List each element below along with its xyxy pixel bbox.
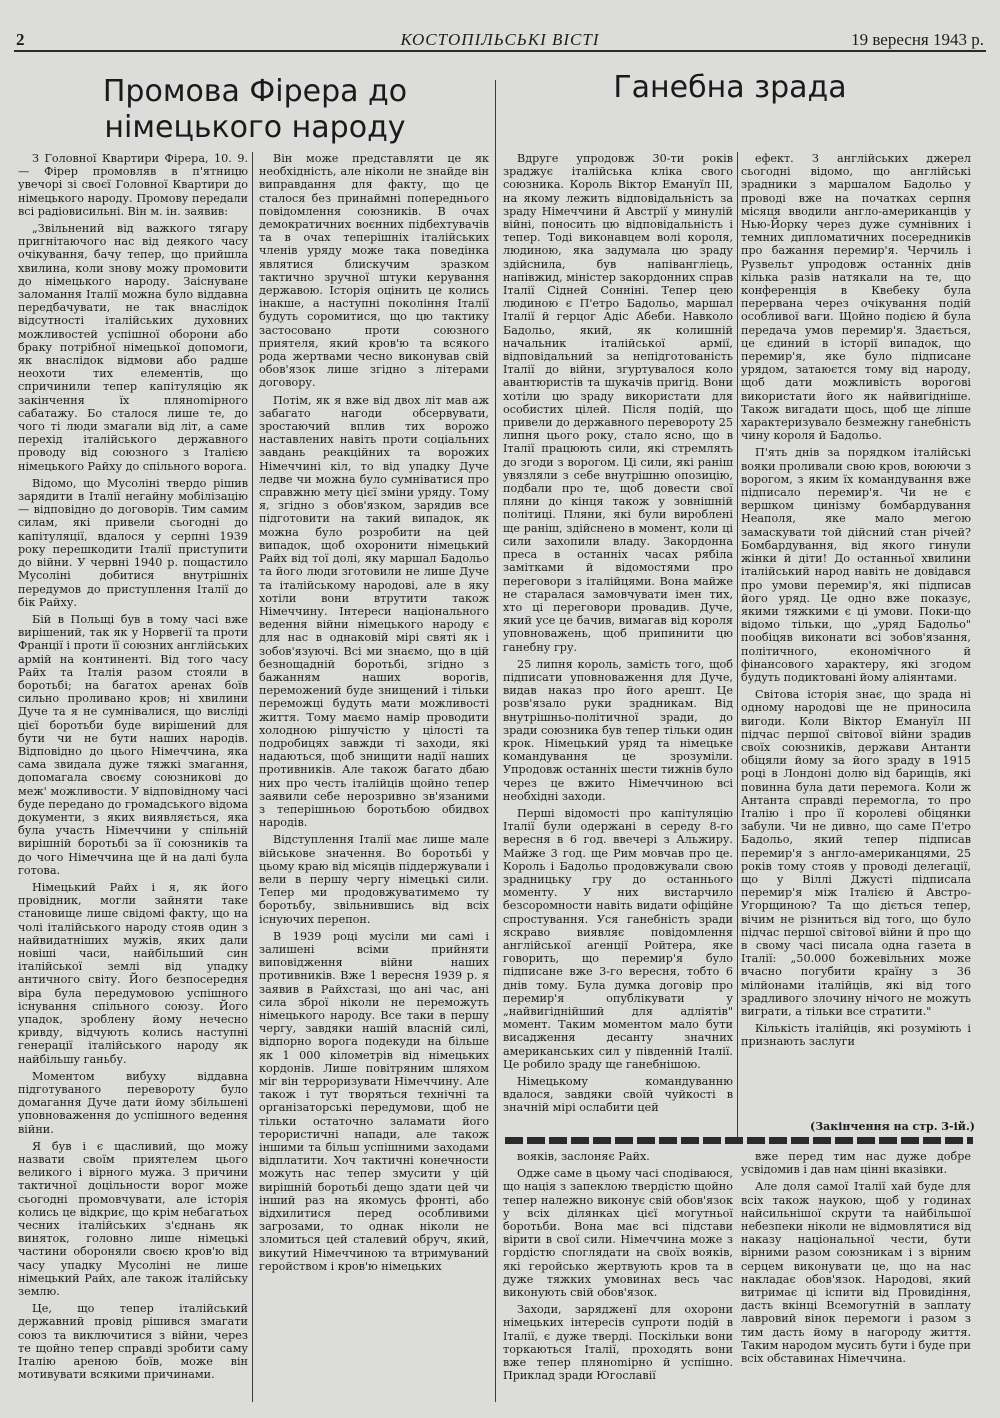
paragraph: Перші відомості про капітуляцію Італії були одержані в середу 8-го вересня в 6 год. ввечері з Альжиру. Майже 3 год. ще Рим мовчав про це. Король і Бадольо продовжували свою зрадницьку гру до останнього моменту. У них вистарчило безсоромности навіть видати офіційне спростування. Уся ганебність зради яскраво виявляє повідомлення англійської агенції Ройтера, яке говорить, що перемир'я було підписане вже 3-го вересня, тобто 6 днів тому. Була думка договір про перемир'я опублікувати у „найвигіднійший для адліятів" момент. Таким моментом мало бути висадження десанту значних американських сил у південній Італії. Це робило зраду ще ганебнішою.: [503, 806, 733, 1071]
article1-headline-line1: Промова Фірера до: [102, 74, 408, 109]
column-divider: [252, 152, 253, 1402]
paragraph: вже перед тим нас дуже добре усвідомив і дав нам цінні вказівки.: [741, 1150, 971, 1177]
article1-continuation-column1: [503, 1150, 733, 1398]
article1-headline: [60, 74, 450, 146]
paragraph: ефект. З англійських джерел сьогодні відомо, що англійські зрадники з маршалом Бадольо у проводі вже на початках серпня місяця вводили англо-американців у Нью-Йорку через дуже сумнівних і темних дипломатичних посередників про бажання перемир'я. Черчиль і Рузвельт упродовж останніх днів кілька разів натякали на те, що конференція в Квебеку була перервана через очікування подій особливої ваги. Щойно подією й була передача умов перемир'я. Здається, це єдиний в історії випадок, що перемир'я, яке було підписане урядом, затаюєтся тому від народу, щоб дати можливість ворогові використати його як найвигідніше. Також вигадати щось, щоб ще ліпше характеризувало безмежну ганебність чину короля й Бадольо.: [741, 152, 971, 443]
paragraph: В 1939 році мусіли ми самі і залишені всіми прийняти виповідження війни наших противників. Вже 1 вересня 1939 р. я заявив в Райхстазі, що ані час, ані сила зброї ніколи не переможуть німецького народу. Все таки в першу чергу, завдяки нашій власній силі, відпорно ворога подекуди на більше як 1 000 кілометрів від німецьких кордонів. Лише повітряним шляхом міг він терроризувати Німеччину. Але також і тут творяться технічні та організаторські передумови, щоб не тільки остаточно заламати його терористичні напади, але також іншими та більш успішними заходами відплатити. Хоч тактичні конечности можуть нас тепер змусити у цій вирішній боротьбі дещо здати цей чи інший раз на якомусь фронті, або відхилитися перед особливими загрозами, то однак ніколи не зломиться цей сталевий обруч, який, викутий Німеччиною та втримуваний геройством і кров'ю німецьких: [259, 929, 489, 1273]
article1-column1: [18, 152, 248, 1404]
paragraph: Світова історія знає, що зрада ні одному народові ще не приносила вигоди. Коли Віктор Емануїл III підчас першої світової війни зрадив своїх союзників, держави Антанти обіцяли йому за його зраду в 1915 році в Лондоні долю від барищів, які повинна була дати перемога. Коли ж Антанта справді перемогла, то про Італію і про її королеві обіцянки забули. Чи не дивно, що саме П'етро Бадольо, який тепер підписав перемир'я з англо-американцями, 25 років тому стояв у проводі делегації, що у Віллі Джусті підписала перемир'я між Італією й Австро-Угорщиною? Та що діється тепер, вічим не різниться від того, що було підчас першої світової війни й про що в свому часі писала одна газета в Італії: „50.000 божевільних може вчасно погубити країну з 36 мілйонами італійців, які від того зрадливого злочину нічого не можуть виграти, а тільки все стратити.": [741, 688, 971, 1018]
article1-headline-line2: німецького народу: [104, 110, 406, 145]
paragraph: Моментом вибуху віддавна підготуваного перевороту було домагання Дуче дати йому збільшені уповноваження до успішного ведення війни.: [18, 1069, 248, 1136]
paragraph: Одже саме в цьому часі сподіваюся, що нація з запеклою твердістю щойно тепер належно виконує свій обов'язок у всіх ділянках цієї могутньої боротьби. Вона має всі підстави вірити в свої сили. Німеччина може з гордістю споглядати на своїх вояків, які геройсько жертвують кров та в дуже тяжких умовинах весь час виконують свій обов'язок.: [503, 1167, 733, 1300]
paragraph: Кількість італійців, які розуміють і признають заслуги: [741, 1022, 971, 1049]
article1-continuation-column2: [741, 1150, 971, 1398]
section-separator: [505, 1137, 973, 1144]
paragraph: Вдруге упродовж 30-ти років зраджує італійська кліка свого союзника. Король Віктор Емануїл III, на якому лежить відповідальність за зраду Німеччини й Австрії у минулій війні, поносить цю відповідальність і тепер. Тоді виконавцем волі короля, людиною, яка задумала цю зраду здійснила, був напівангліець, напівжид, міністер закордонних справ Італії Сідней Соннінi. Тепер цею людиною є П'етро Бадольо, маршал Італії й герцог Адіс Абеби. Навколо Бадольо, який, як колишній начальник італійської армії, відповідальний за непідготованість Італії до війни, згуртувалося коло авантюристів та шукачів пригід. Вони хотіли цю зраду використати для особистих цілей. Після подій, що привели до державного перевороту 25 липня цього року, стало ясно, що в Італії працюють сили, які стремлять до згоди з ворогом. Ці сили, які раніш увязляли з себе внутрішню опозицію, подбали про те, щоб довести свої пляни до кінця також у зовнішній політиці. Пляни, які були вироблені ще раніш, здійснено в момент, коли ці сили захопили владу. Закордонна преса в останніх часах рябіла замітками й відомостями про переговори з італійцями. Вона майже не старалася замовчувати імен тих, хто ці переговори провадив. Дуче, який усе це бачив, вимагав від короля уповноважень, щоб припинити цю ганебну гру.: [503, 152, 733, 654]
paragraph: Це, що тепер італійський державний провід рішився змагати союз та виключитися з війни, через те щойно тепер справді зробити саму Італію ареною боїв, може він мотивувати всякими причинами.: [18, 1302, 248, 1382]
column-divider: [737, 152, 738, 1142]
page-number: 2: [16, 30, 25, 49]
paragraph: Він може представляти це як необхідність, але ніколи не знайде він виправдання для факту, що це сталося без принаймні попереднього повідомлення союзників. В очах демократичних воєнних підбехтувачів та в очах теперішніх італійських членів уряду може така поведінка являтися блискучим зразком тактично зручної штуки керування державою. Історія оцінить це колись інакше, а наступні покоління Італії будуть соромитися, що цю тактику застосовано проти союзного приятеля, який кров'ю та всякого рода жертвами чесно виконував свій обов'язок лише згідно з літерами договору.: [259, 152, 489, 390]
continued-note: (Закінчення на стр. 3-ій.): [809, 1120, 975, 1133]
paragraph: Заходи, зарядженї для охорони німецьких інтересів супроти подій в Італії, є дуже тверді. Поскільки вони торкаються Італії, проходять вони вже тепер плянomірно й успішно. Приклад зради Югославії: [503, 1303, 733, 1383]
paragraph: Я був і є щасливий, що можу назвати своїм приятелем цього великого і вірного мужа. З причини тактичної доцільности ворог може сьогодні промовчувати, але історія колись це відкриє, що крім небагатьох чесних італійських з'єднань як виняток, головно лише німецькі частини обороняли своєю кров'ю від часу упадку Мусоліні не лише німецький Райх, але також італійську землю.: [18, 1139, 248, 1299]
paragraph: Але доля самої Італії хай буде для всіх також наукою, щоб у годинах найсильнішої скрути та найбільшої небезпеки ніколи не відмовлятися від наказу національної чести, бути вірними разом союзникам і з вірним серцем виконувати це, що на нас накладає обов'язок. Народові, який витримає ці іспити від Провидіння, дасть вкінці Всемогутній в заплату лавровий вінок перемоги і разом з тим дасть йому в нагороду життя. Таким народом мусить бути і буде при всіх обставинах Німеччина.: [741, 1180, 971, 1366]
article2-headline: Ганебна зрада: [613, 70, 847, 105]
paragraph: Відомо, що Мусоліні твердо рішив зарядити в Італії негайну мобілізацію — відповідно до договорів. Тим самим силам, які привели сьогодні до капітуляції, вдалося у серпні 1939 року перешкодити Італії приступити до війни. У червні 1940 р. пощастило Мусоліні добитися внутрішніх передумов до приступлення Італії до бік Райху.: [18, 476, 248, 609]
paragraph: З Головної Квартири Фірера, 10. 9. — Фірер промовляв в п'ятницю увечорі зі своєї Головної Квартири до німецького народу. Промову передали всі радіовисильні. Він м. ін. заявив:: [18, 152, 248, 218]
article2-column2: [741, 152, 971, 1137]
article1-column2: [259, 152, 489, 1400]
paragraph: 25 липня король, замість того, щоб підписати уповноваження для Дуче, видав наказ про його арешт. Це розв'язало руки зрадникам. Від внутрішньо-політичної зради, до зради союзника був тепер тільки один крок. Німецький уряд та німецьке командування це зрозуміли. Упродовж останніх шести тижнів було через це вжито Німеччиною всі необхідні заходи.: [503, 657, 733, 803]
issue-date: 19 вересня 1943 р.: [851, 30, 984, 49]
paragraph: Німецькому командуванню вдалося, завдяки своїй чуйкості в значній мірі ослабити цей: [503, 1075, 733, 1115]
paragraph: Відступлення Італії має лише мале військове значення. Во боротьбі у цьому краю від місяців піддержували і вели в першу чергу німецькі сили. Тепер ми продовжуватимемо ту боротьбу, звільнившись від всіх існуючих перепон.: [259, 833, 489, 926]
paragraph: вояків, заслоняє Райх.: [517, 1150, 650, 1163]
paragraph: „Звільнений від важкого тягару пригнітаючого нас від деякого часу очікування, бачу тепер, що прийшла хвилина, коли знову можу промовити до німецького народу. Заіснуване заломання Італії можна було віддавна передбачувати, не так внаслідок відсутності італійських духовних можливостей успішної оборони або браку потрібної німецької допомоги, як внаслідок відмови або радше неохоти тих елементів, що спричинили тепер капітуляцію як закінчення їх плянomірного сабатажу. Бо сталося лише те, до чого ті люди змагали від літ, а саме перехід італійського державного проводу від союзного з Італією німецького Райху до спільного ворога.: [18, 222, 248, 473]
paragraph: Бій в Польщі був в тому часі вже вирішений, так як у Норвегії та проти Франції і проти її союзних англійських армій на континенті. Від того часу Райх та Італія разом стояли в боротьбі; на багатох аренах боїв сильно проливано кров; ні хвилини Дуче та я не сумнівалися, що висліді цієї боротьби буде вирішений для бути чи не бути наших народів. Відповідно до цього Німеччина, яка сама звидала дуже тяжкі змагання, допомагала своєму союзникові до меж' можливости. У відповідному часі буде передано до громадського відома документи, з яких виявляється, яка була участь Німеччини у спільній вирішній боротьбі за її союзників та до чого Німеччина ще й на далі була готова.: [18, 612, 248, 877]
newspaper-name: КОСТОПІЛЬСЬКІ ВІСТІ: [400, 30, 600, 49]
column-divider: [495, 80, 496, 1402]
paragraph: П'ять днів за порядком італійські вояки проливали свою кров, воюючи з ворогом, з яким їх командування вже підписало перемир'я. Чи не є вершком цинізму бомбардування Неаполя, яке мало мегою замаскувати той дійсний стан річей? Бомбардування, від якого гинули жінки й діти! До останньої хвилини італійський народ навіть не довідався про умови перемир'я, які підписав його уряд. Це одно вже показує, якими тяжкими є ці умови. Поки-що відомо тільки, що „уряд Бадольо" пообіцяв виконати всі зобов'язання, політичного, економічного й фінансового характеру, які згодом будуть подиктовані йому аліянтами.: [741, 446, 971, 684]
paragraph: Німецький Райх і я, як його провідник, могли зайняти таке становище лише свідомі факту, що на чолі італійського народу стояв один з найвидатніших мужів, яких дали новіші часи, найбільший син італійської землі від упадку античного світу. Його безпосередня віра була передумовою успішного існування спільного союзу. Його упадок, зроблену йому нечесно кривду, відчують колись наступні генерації італійського народу як найбільшу ганьбу.: [18, 880, 248, 1066]
masthead: [14, 28, 986, 52]
article2-column1: [503, 152, 733, 1137]
paragraph: Потім, як я вже від двох літ мав аж забагато нагоди обсервувати, зростаючий вплив тих ворожо наставлених навіть проти соціальних завдань реакційних та ворожих Німеччині кіл, то від упадку Дуче ледве чи можна було сумніватися про справжню мету цієї зміни уряду. Тому я, згідно з обов'язком, зарядив все підготовити на такий випадок, як можна було розробити на цей випадок, щоб охоронити німецький Райх від тої долі, яку маршал Бадольо та його люди зготовили не лише Дуче та італійському народові, але в яку хотіли вони втрутити також Німеччину. Інтереси національного ведення війни німецького народу є для нас в однаковій мірі святі як і зобов'язуючі. Всі ми знаємо, що в цій безнощадній боротьбі, згідно з бажанням наших ворогів, переможений буде знищений і тільки переможці будуть мати можливості життя. Тому маємо намір проводити холодною рішучістю у цілості та подробицях завжди ті заходи, які надаються, щоб знищити надії наших противників. Але також багато дбаю них про честь італійців щойно тепер заявили себе нерозривно зв'язаними з теперішньою боротьбою обидвох народів.: [259, 393, 489, 830]
